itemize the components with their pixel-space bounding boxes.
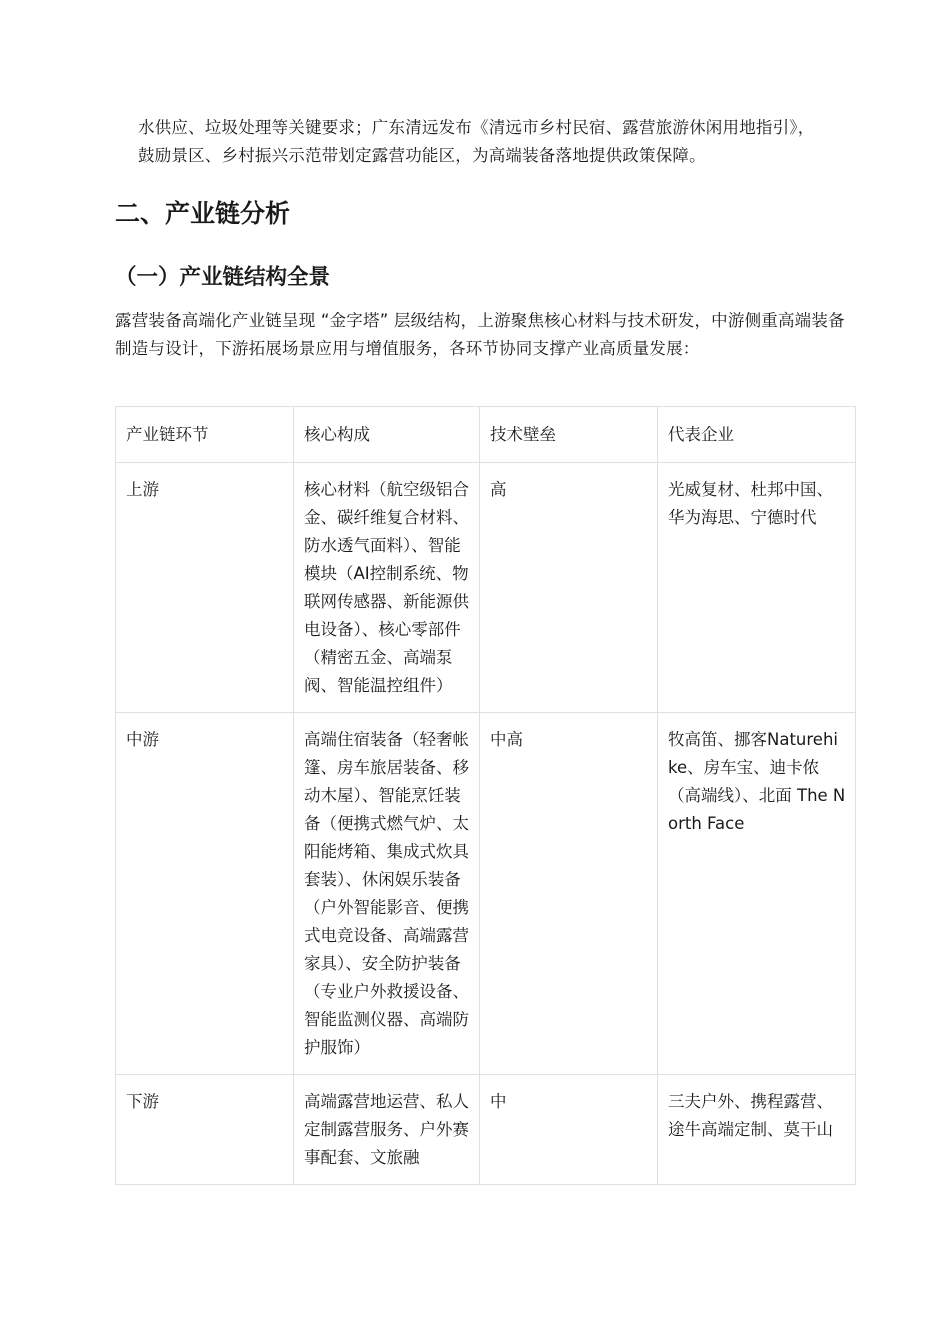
companies-cell: 牧高笛、挪客Naturehike、房车宝、迪卡侬（高端线）、北面 The North Face [658,713,856,1075]
header-companies: 代表企业 [658,407,856,463]
barrier-cell [480,1075,658,1185]
stage-cell: 中游 [116,713,294,1075]
description-paragraph: 露营装备高端化产业链呈现 “金字塔” 层级结构，上游聚焦核心材料与技术研发，中游侧重高端装备制造与设计，下游拓展场景应用与增值服务，各环节协同支撑产业高质量发展： [115,311,845,358]
section-heading: 二、产业链分析 [115,199,291,228]
header-stage: 产业链环节 [116,407,294,463]
barrier-cell: 高 [480,463,658,713]
table-row [116,713,856,1075]
industry-chain-table [115,406,856,1185]
companies-text: 三夫户外、携程露营、途牛高端定制、莫干山 [668,1092,833,1139]
barrier-text: 中 [490,1092,507,1111]
subsection-heading: （一）产业链结构全景 [115,265,331,290]
header-barrier: 技术壁垒 [480,407,658,463]
stage-cell [116,1075,294,1185]
header-components: 核心构成 [294,407,480,463]
components-cell: 核心材料（航空级铝合金、碳纤维复合材料、防水透气面料）、智能模块（AI控制系统、物联网传感器、新能源供电设备）、核心零部件（精密五金、高端泵阀、智能温控组件） [294,463,480,713]
stage-text: 下游 [126,1092,159,1111]
barrier-cell: 中高 [480,713,658,1075]
components-cell: 高端住宿装备（轻奢帐篷、房车旅居装备、移动木屋）、智能烹饪装备（便携式燃气炉、太阳能烤箱、集成式炊具套装）、休闲娱乐装备（户外智能影音、便携式电竞设备、高端露营家具）、安全防护装备（专业户外救援设备、智能监测仪器、高端防护服饰） [294,713,480,1075]
table-row [116,463,856,713]
companies-cell [658,1075,856,1185]
table-header-row [116,407,856,463]
stage-cell: 上游 [116,463,294,713]
components-cell [294,1075,480,1185]
companies-cell: 光威复材、杜邦中国、华为海思、宁德时代 [658,463,856,713]
components-text: 高端露营地运营、私人定制露营服务、户外赛事配套、文旅融 [304,1092,469,1167]
intro-paragraph: 水供应、垃圾处理等关键要求；广东清远发布《清远市乡村民宿、露营旅游休闲用地指引》，鼓励景区、乡村振兴示范带划定露营功能区，为高端装备落地提供政策保障。 [138,118,815,165]
table-row [116,1075,856,1185]
